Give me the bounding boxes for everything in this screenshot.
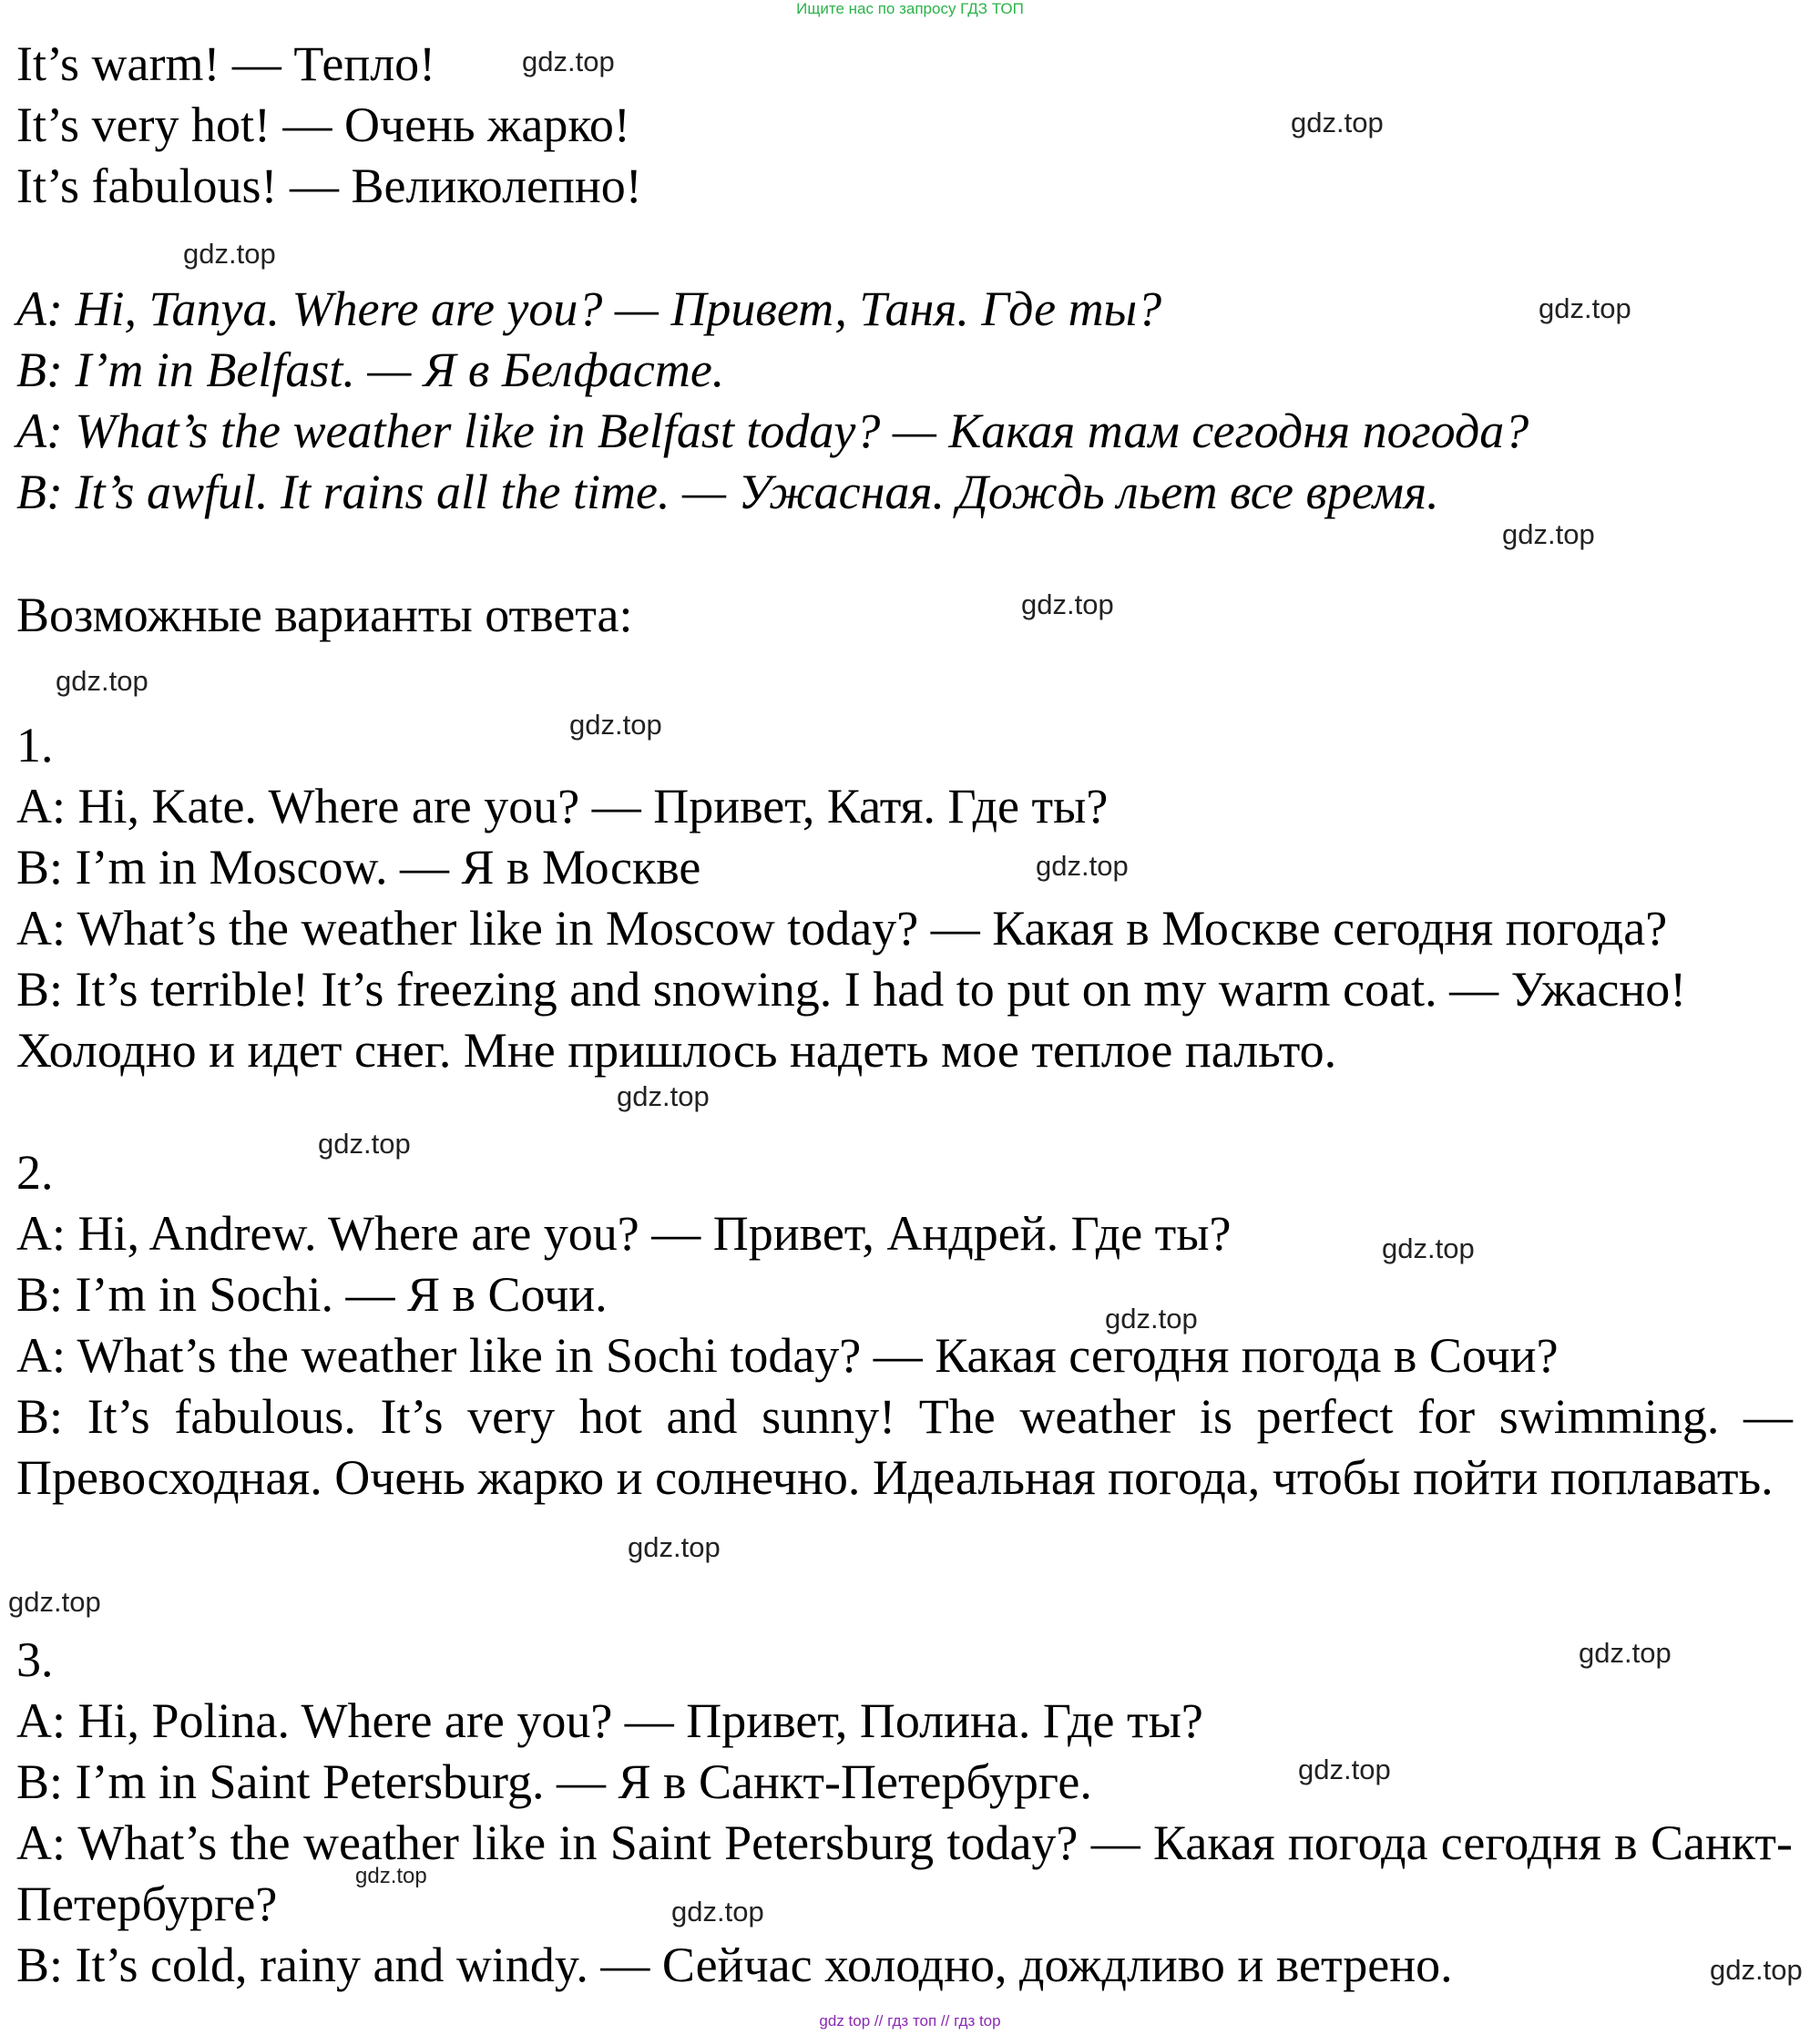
answer-2-line-4: B: It’s fabulous. It’s very hot and sunny! The weather is perfect for swimming. — Превосходная. Очень жарко и солнечно. Идеальная погода, чтобы пойти поплавать. bbox=[16, 1389, 1793, 1505]
answer-2-line-2: B: I’m in Sochi. — Я в Сочи. bbox=[16, 1267, 608, 1322]
watermark: gdz.top bbox=[1579, 1637, 1672, 1669]
watermark: gdz.top bbox=[671, 1896, 764, 1928]
answer-3-line-4: B: It’s cold, rainy and windy. — Сейчас холодно, дождливо и ветрено. bbox=[16, 1938, 1453, 1992]
watermark: gdz.top bbox=[1710, 1954, 1803, 1986]
watermark: gdz.top bbox=[318, 1128, 411, 1160]
example-line-3: A: What’s the weather like in Belfast today? — Какая там сегодня погода? bbox=[16, 404, 1529, 458]
intro-line-3: It’s fabulous! — Великолепно! bbox=[16, 159, 642, 213]
watermark: gdz.top bbox=[617, 1080, 710, 1112]
answer-2-number: 2. bbox=[16, 1145, 54, 1200]
answer-2-line-3: A: What’s the weather like in Sochi today? — Какая сегодня погода в Сочи? bbox=[16, 1328, 1559, 1383]
answer-1-line-5: Холодно и идет снег. Мне пришлось надеть мое теплое пальто. bbox=[16, 1023, 1337, 1078]
intro-line-2: It’s very hot! — Очень жарко! bbox=[16, 97, 630, 152]
watermark: gdz.top bbox=[1291, 107, 1384, 138]
watermark: gdz.top bbox=[1382, 1232, 1475, 1264]
answer-1-line-3: A: What’s the weather like in Moscow today? — Какая в Москве сегодня погода? bbox=[16, 901, 1668, 956]
watermark: gdz.top bbox=[522, 46, 615, 77]
answer-3-line-1: A: Hi, Polina. Where are you? — Привет, Полина. Где ты? bbox=[16, 1693, 1203, 1748]
answers-heading: Возможные варианты ответа: bbox=[16, 588, 633, 642]
watermark: gdz.top bbox=[56, 665, 148, 697]
watermark: gdz.top bbox=[8, 1586, 101, 1618]
watermark: gdz.top bbox=[1021, 588, 1114, 620]
answer-3-line-2: B: I’m in Saint Petersburg. — Я в Санкт-Петербурге. bbox=[16, 1754, 1092, 1809]
top-banner[interactable]: Ищите нас по запросу ГДЗ ТОП bbox=[796, 0, 1024, 17]
watermark: gdz.top bbox=[1502, 518, 1595, 550]
example-line-1: A: Hi, Tanya. Where are you? — Привет, Таня. Где ты? bbox=[16, 281, 1162, 336]
answer-1-line-2: B: I’m in Moscow. — Я в Москве bbox=[16, 840, 701, 895]
watermark: gdz.top bbox=[1298, 1754, 1391, 1785]
answer-3-line-3: A: What’s the weather like in Saint Petersburg today? — Какая погода сегодня в Санкт-Петербурге? bbox=[16, 1815, 1793, 1931]
watermark: gdz.top bbox=[628, 1531, 721, 1563]
answer-1-number: 1. bbox=[16, 718, 54, 772]
watermark: gdz.top bbox=[1539, 292, 1631, 324]
watermark: gdz.top bbox=[355, 1864, 427, 1888]
intro-line-1: It’s warm! — Тепло! bbox=[16, 36, 436, 91]
watermark: gdz.top bbox=[569, 709, 662, 741]
watermark: gdz.top bbox=[1105, 1303, 1198, 1335]
answer-2-line-1: A: Hi, Andrew. Where are you? — Привет, Андрей. Где ты? bbox=[16, 1206, 1232, 1261]
example-line-2: B: I’m in Belfast. — Я в Белфасте. bbox=[16, 343, 725, 397]
answer-1-line-4: B: It’s terrible! It’s freezing and snowing. I had to put on my warm coat. — Ужасно! bbox=[16, 962, 1687, 1017]
watermark: gdz.top bbox=[183, 238, 276, 270]
watermark: gdz.top bbox=[1036, 850, 1129, 882]
answer-3-number: 3. bbox=[16, 1632, 54, 1687]
answer-1-line-1: A: Hi, Kate. Where are you? — Привет, Катя. Где ты? bbox=[16, 779, 1109, 833]
example-line-4: B: It’s awful. It rains all the time. — Ужасная. Дождь льет все время. bbox=[16, 465, 1439, 519]
footer-links[interactable]: gdz top // гдз топ // гдз top bbox=[819, 2012, 1001, 2030]
